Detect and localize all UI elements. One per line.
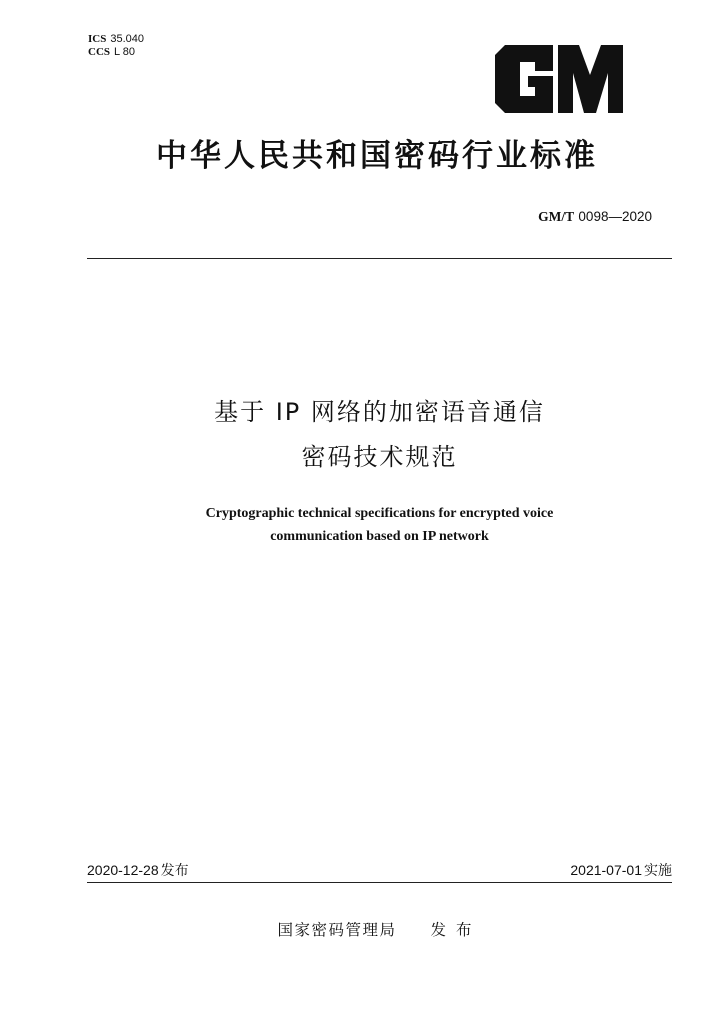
standard-number [538, 208, 652, 226]
implementation-date-label: 实施 [644, 863, 672, 879]
bottom-divider [87, 882, 672, 883]
standard-number-prefix: GM/T [538, 209, 575, 224]
title-cn-line-2: 密码技术规范 [301, 443, 458, 471]
title-en-line-1: Cryptographic technical specifications for encrypted voice [205, 506, 554, 521]
ccs-line [88, 46, 144, 59]
gm-logo [495, 45, 623, 113]
ics-code: 35.040 [110, 33, 144, 45]
implementation-date-value: 2021-07-01 [570, 862, 642, 878]
issuer-action: 发布 [430, 921, 482, 939]
classification-codes [88, 33, 144, 59]
issue-date [87, 861, 189, 880]
logo-letter-m [558, 45, 623, 113]
issue-date-label: 发布 [160, 863, 189, 879]
issuer-organization: 国家密码管理局 [277, 921, 397, 939]
ccs-code: L 80 [114, 46, 136, 58]
ics-label: ICS [88, 33, 107, 45]
issuer [87, 920, 672, 940]
title-en-line-2: communication based on IP network [270, 529, 489, 544]
standard-category: 中华人民共和国密码行业标准 [156, 138, 598, 174]
logo-letter-g [495, 45, 553, 113]
standard-number-value: 0098—2020 [578, 209, 652, 224]
issue-date-value: 2020-12-28 [87, 862, 159, 878]
ccs-label: CCS [88, 46, 111, 58]
top-divider [87, 258, 672, 259]
ics-line [88, 33, 144, 46]
implementation-date [570, 861, 672, 880]
title-cn-line-1: 基于 IP 网络的加密语音通信 [214, 398, 545, 426]
